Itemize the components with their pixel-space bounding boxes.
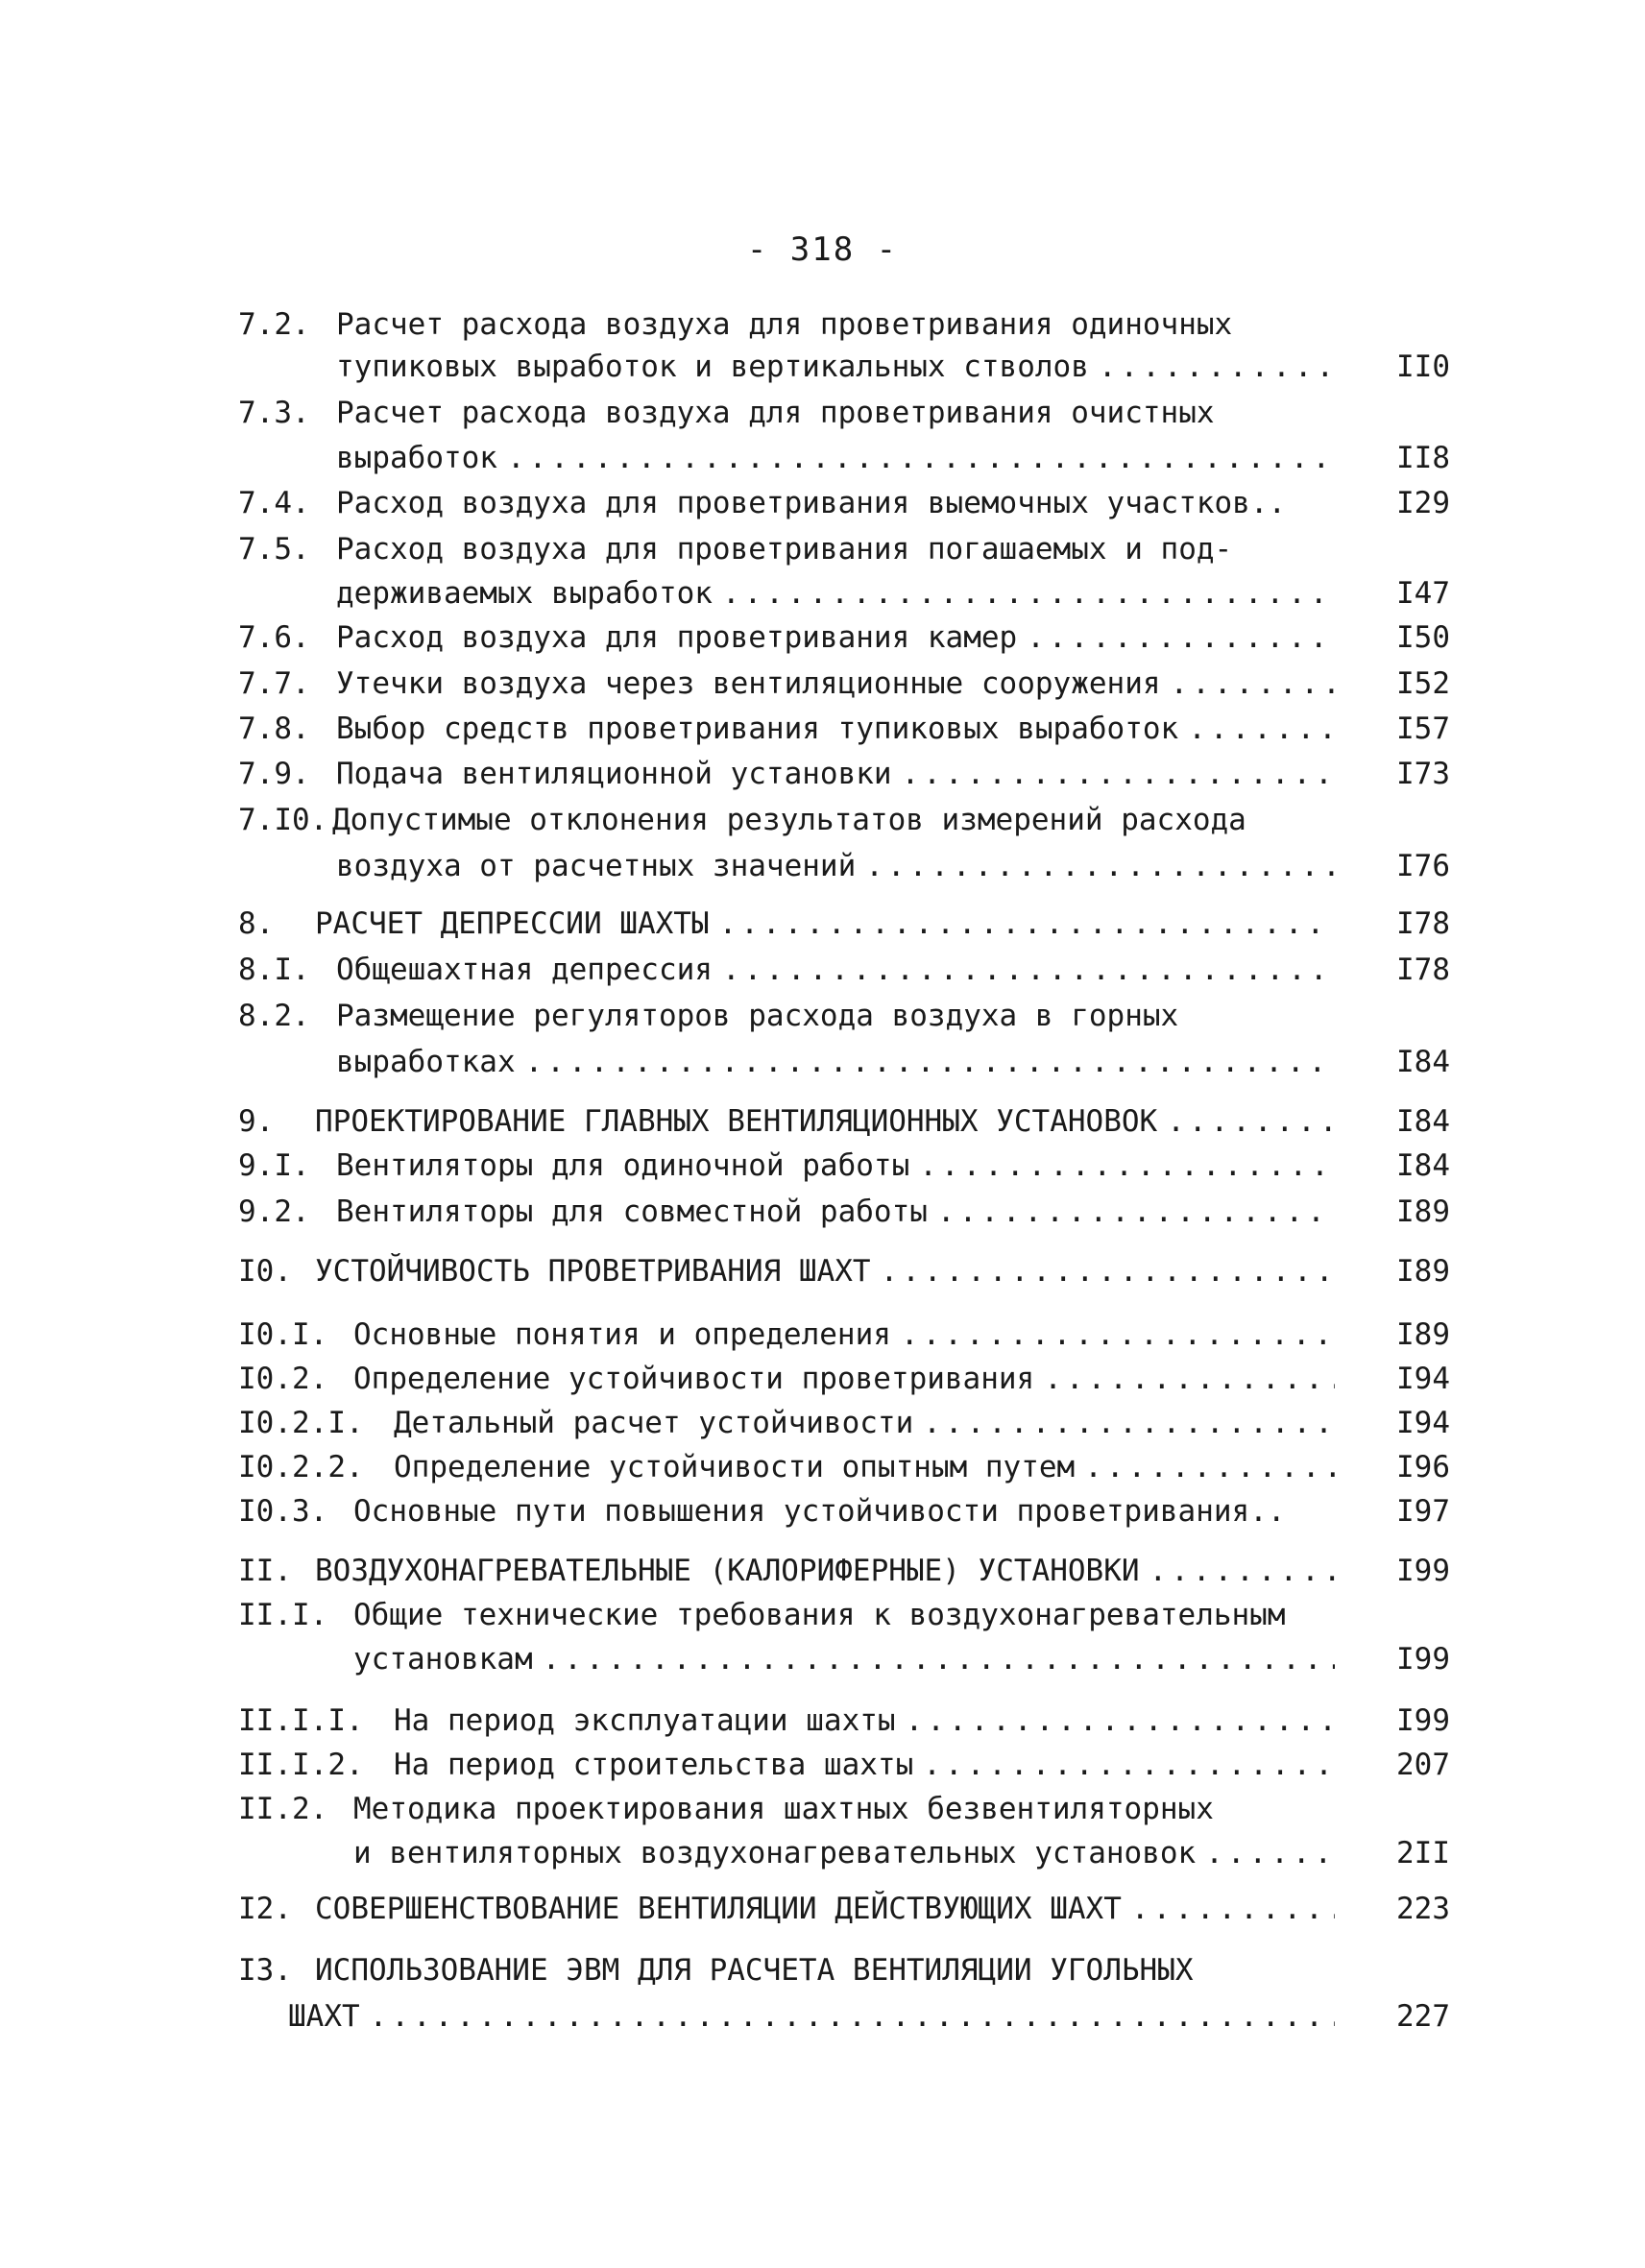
toc-entry-page: I89 — [1396, 1254, 1450, 1289]
toc-entry-page: I97 — [1396, 1494, 1450, 1529]
toc-entry-number: I0.2.2. — [238, 1450, 364, 1484]
toc-entry-page: 227 — [1396, 1999, 1450, 2034]
toc-entry-leader: На период эксплуатации шахты ..... — [394, 1700, 1335, 1742]
toc-entry-leader: Общешахтная депрессия ..... — [336, 949, 1335, 991]
toc-entry-page: II0 — [1396, 350, 1450, 384]
toc-entry-leader: На период строительства шахты ..... — [394, 1744, 1335, 1786]
toc-entry-number: 7.9. — [238, 757, 310, 791]
toc-entry-title: Общие технические требования к воздухонагревательным — [353, 1598, 1286, 1632]
page-number: - 318 - — [746, 230, 899, 269]
toc-entry-leader: УСТОЙЧИВОСТЬ ПРОВЕТРИВАНИЯ ШАХТ ..... — [315, 1250, 1335, 1292]
toc-entry-number: 7.5. — [238, 532, 310, 567]
toc-entry-leader: Вентиляторы для совместной работы ..... — [336, 1191, 1335, 1233]
toc-entry-page: I99 — [1396, 1703, 1450, 1738]
toc-entry-number: 9.I. — [238, 1148, 310, 1183]
toc-entry-number: 9.2. — [238, 1194, 310, 1229]
toc-entry-title: Размещение регуляторов расхода воздуха в горных — [336, 999, 1179, 1033]
toc-entry-page: I76 — [1396, 849, 1450, 883]
toc-entry-leader: выработок ..... — [336, 437, 1335, 479]
toc-entry-leader: Определение устойчивости опытным путем ..... — [394, 1446, 1335, 1488]
toc-entry-leader: держиваемых выработок ..... — [336, 572, 1335, 615]
toc-entry-number: 7.4. — [238, 486, 310, 520]
toc-entry-leader: Подача вентиляционной установки ..... — [336, 753, 1335, 795]
toc-entry-number: 8.2. — [238, 999, 310, 1033]
toc-entry-leader: Выбор средств проветривания тупиковых выработок ..... — [336, 708, 1335, 750]
toc-entry-leader: ВОЗДУХОНАГРЕВАТЕЛЬНЫЕ (КАЛОРИФЕРНЫЕ) УСТАНОВКИ ..... — [315, 1550, 1335, 1592]
toc-entry-number: 7.3. — [238, 396, 310, 430]
toc-entry-page: I78 — [1396, 953, 1450, 987]
toc-entry-title: Основные пути повышения устойчивости проветривания.. — [353, 1494, 1286, 1529]
toc-entry-number: I0. — [238, 1254, 292, 1289]
toc-entry-page: I57 — [1396, 712, 1450, 746]
toc-entry-page: I94 — [1396, 1362, 1450, 1396]
toc-entry-title: Методика проектирования шахтных безвентиляторных — [353, 1792, 1214, 1826]
toc-entry-leader: и вентиляторных воздухонагревательных установок ..... — [353, 1832, 1335, 1874]
toc-entry-number: 7.8. — [238, 712, 310, 746]
toc-entry-title: ИСПОЛЬЗОВАНИЕ ЭВМ ДЛЯ РАСЧЕТА ВЕНТИЛЯЦИИ УГОЛЬНЫХ — [315, 1953, 1194, 1988]
toc-entry-title: Расход воздуха для проветривания выемочных участков.. — [336, 486, 1287, 520]
toc-entry-number: 7.7. — [238, 666, 310, 701]
toc-entry-leader: Расход воздуха для проветривания камер ..... — [336, 616, 1335, 659]
toc-entry-number: I2. — [238, 1892, 292, 1926]
toc-entry-page: I52 — [1396, 666, 1450, 701]
toc-entry-number: 7.I0. — [238, 803, 328, 837]
toc-entry-number: II.I.I. — [238, 1703, 364, 1738]
toc-entry-number: I0.2.I. — [238, 1406, 364, 1440]
toc-entry-leader: Утечки воздуха через вентиляционные сооружения ..... — [336, 663, 1335, 705]
toc-entry-page: I78 — [1396, 906, 1450, 941]
toc-entry-title: Расчет расхода воздуха для проветривания одиночных — [336, 307, 1233, 342]
toc-entry-leader: воздуха от расчетных значений ..... — [336, 845, 1335, 887]
toc-entry-page: I99 — [1396, 1642, 1450, 1677]
toc-entry-number: 8. — [238, 906, 275, 941]
toc-entry-number: 7.2. — [238, 307, 310, 342]
toc-entry-number: II.I.2. — [238, 1748, 364, 1782]
toc-entry-page: I84 — [1396, 1148, 1450, 1183]
toc-entry-page: 2II — [1396, 1836, 1450, 1870]
toc-entry-page: I84 — [1396, 1104, 1450, 1139]
toc-entry-page: 207 — [1396, 1748, 1450, 1782]
toc-entry-number: II.2. — [238, 1792, 328, 1826]
toc-entry-leader: РАСЧЕТ ДЕПРЕССИИ ШАХТЫ ..... — [315, 903, 1335, 945]
toc-entry-page: 223 — [1396, 1892, 1450, 1926]
toc-entry-leader: ШАХТ ..... — [288, 1995, 1335, 2038]
toc-entry-title: Допустимые отклонения результатов измерений расхода — [332, 803, 1246, 837]
toc-entry-page: I89 — [1396, 1317, 1450, 1352]
toc-entry-page: I29 — [1396, 486, 1450, 520]
toc-entry-page: I96 — [1396, 1450, 1450, 1484]
toc-entry-page: I99 — [1396, 1554, 1450, 1588]
toc-entry-number: II.I. — [238, 1598, 328, 1632]
toc-entry-leader: Вентиляторы для одиночной работы ..... — [336, 1145, 1335, 1187]
toc-entry-leader: тупиковых выработок и вертикальных стволов ..... — [336, 346, 1335, 388]
toc-entry-leader: СОВЕРШЕНСТВОВАНИЕ ВЕНТИЛЯЦИИ ДЕЙСТВУЮЩИХ ШАХТ ..... — [315, 1888, 1335, 1930]
toc-entry-leader: Определение устойчивости проветривания ..... — [353, 1358, 1335, 1400]
toc-entry-title: Расход воздуха для проветривания погашаемых и под- — [336, 532, 1233, 567]
toc-entry-number: 8.I. — [238, 953, 310, 987]
toc-entry-leader: установкам ..... — [353, 1638, 1335, 1680]
toc-entry-number: I0.2. — [238, 1362, 328, 1396]
toc-entry-page: I84 — [1396, 1045, 1450, 1079]
toc-entry-page: I73 — [1396, 757, 1450, 791]
toc-entry-number: II. — [238, 1554, 292, 1588]
toc-entry-page: II8 — [1396, 441, 1450, 475]
toc-entry-number: I0.I. — [238, 1317, 328, 1352]
toc-entry-leader: ПРОЕКТИРОВАНИЕ ГЛАВНЫХ ВЕНТИЛЯЦИОННЫХ УСТАНОВОК ..... — [315, 1100, 1335, 1143]
toc-entry-leader: Детальный расчет устойчивости ..... — [394, 1402, 1335, 1444]
toc-entry-number: 9. — [238, 1104, 275, 1139]
toc-entry-title: Расчет расхода воздуха для проветривания очистных — [336, 396, 1215, 430]
toc-entry-number: 7.6. — [238, 620, 310, 655]
toc-entry-page: I50 — [1396, 620, 1450, 655]
toc-entry-page: I47 — [1396, 576, 1450, 611]
toc-entry-leader: Основные понятия и определения ..... — [353, 1314, 1335, 1356]
toc-entry-number: I3. — [238, 1953, 292, 1988]
toc-entry-number: I0.3. — [238, 1494, 328, 1529]
toc-entry-page: I89 — [1396, 1194, 1450, 1229]
toc-entry-page: I94 — [1396, 1406, 1450, 1440]
toc-entry-leader: выработках ..... — [336, 1041, 1335, 1083]
